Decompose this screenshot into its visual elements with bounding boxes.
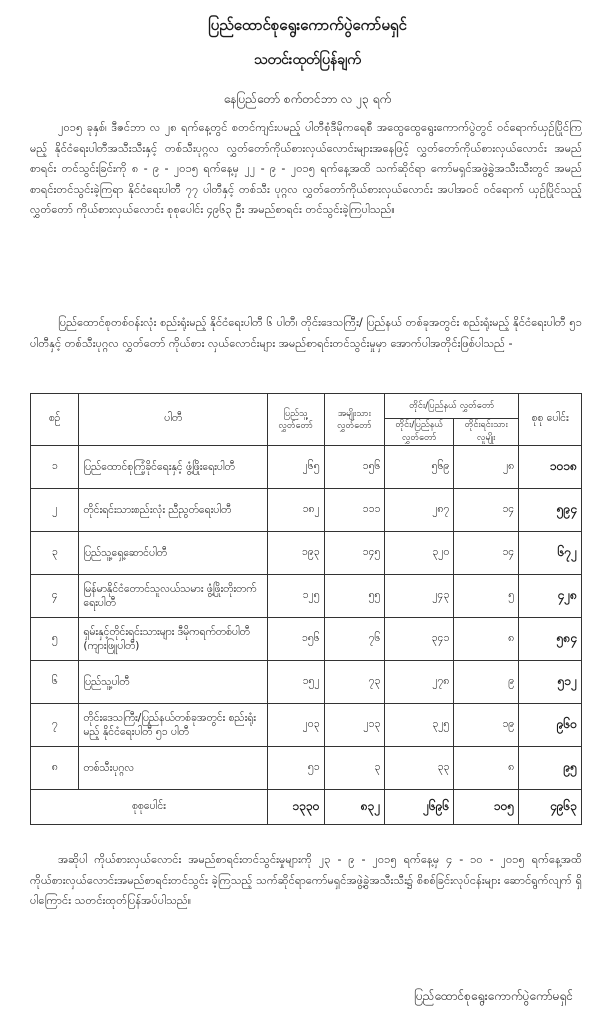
date-line: နေပြည်တော် စက်တင်ဘာ လ ၂၃ ရက် — [223, 92, 392, 106]
row-pyithu: ၂၆၅ — [267, 446, 324, 489]
row-amyotha: ၇၃ — [324, 661, 385, 704]
row-region: ၂၈၇ — [385, 489, 454, 532]
row-no: ၁ — [31, 446, 79, 489]
document-type-title: သတင်းထုတ်ပြန်ချက် — [253, 52, 362, 68]
table-row — [31, 618, 582, 661]
paragraph-closing: အဆိုပါ ကိုယ်စားလှယ်လောင်း အမည်စာရင်းတင်သွင်းမှုများကို ၂၃ - ၉ - ၂၀၁၅ ရက်နေ့မှ ၄ - ၁၀ - ၂၀၁၅ ရက်နေ့အထိ ကိုယ်စားလှယ်လောင်းအမည်စာရင်းတင်သွင်း ခဲ့ကြသည့် သက်ဆိုင်ရာကော်မရှင်အဖွဲ့ခွဲအသီးသီး၌ စိစစ်ခြင်းလုပ်ငန်းများ ဆောင်ရွက်လျက် ရှိပါကြောင်း သတင်းထုတ်ပြန်အပ်ပါသည်။ — [30, 853, 582, 907]
row-ethnic: ၁၄ — [454, 489, 519, 532]
row-no: ၄ — [31, 575, 79, 618]
row-party: ရှမ်းနှင့်တိုင်းရင်းသားများ ဒီမိုကရက်တစ်ပါတီ (ကျားဖြူပါတီ) — [79, 618, 267, 661]
sum-region: ၂၆၉၆ — [385, 790, 454, 825]
row-amyotha: ၅၅ — [324, 575, 385, 618]
row-region: ၅၆၉ — [385, 446, 454, 489]
header-total: စုစု ပေါင်း — [519, 394, 582, 446]
row-pyithu: ၂၀၃ — [267, 704, 324, 747]
row-no: ၆ — [31, 661, 79, 704]
row-amyotha: ၁၁၁ — [324, 489, 385, 532]
row-no: ၅ — [31, 618, 79, 661]
row-ethnic: ၈ — [454, 747, 519, 790]
row-no: ၂ — [31, 489, 79, 532]
row-ethnic: ၁၄ — [454, 532, 519, 575]
row-ethnic: ၈ — [454, 618, 519, 661]
row-amyotha: ၇၆ — [324, 618, 385, 661]
row-pyithu: ၁၉၃ — [267, 532, 324, 575]
row-amyotha: ၂၁၃ — [324, 704, 385, 747]
row-party: တိုင်းဒေသကြီး/ပြည်နယ်တစ်ခုအတွင်း စည်းရုံးမည့် နိုင်ငံရေးပါတီ ၅၁ ပါတီ — [79, 704, 267, 747]
row-amyotha: ၃ — [324, 747, 385, 790]
row-total: ၆၇၂ — [519, 532, 582, 575]
row-ethnic: ၅ — [454, 575, 519, 618]
row-party: တစ်သီးပုဂ္ဂလ — [79, 747, 267, 790]
sum-total: ၄၉၆၃ — [519, 790, 582, 825]
issuer-title: ပြည်ထောင်စုရွေးကောက်ပွဲကော်မရှင် — [208, 16, 407, 34]
header-region: တိုင်း/ပြည်နယ် လွှတ်တော် — [385, 419, 454, 446]
signature-issuer: ပြည်ထောင်စုရွေးကောက်ပွဲကော်မရှင် — [414, 989, 573, 1003]
row-total: ၉၆၀ — [519, 704, 582, 747]
header-amyotha: အမျိုးသား လွှတ်တော် — [324, 394, 385, 446]
sum-ethnic: ၁၀၅ — [454, 790, 519, 825]
row-total: ၅၈၄ — [519, 618, 582, 661]
row-region: ၃၃ — [385, 747, 454, 790]
sum-pyithu: ၁၃၃၀ — [267, 790, 324, 825]
row-party: မြန်မာနိုင်ငံတောင်သူလယ်သမား ဖွံ့ဖြိုးတိုးတက်ရေးပါတီ — [79, 575, 267, 618]
row-total: ၅၉၄ — [519, 489, 582, 532]
row-amyotha: ၁၄၅ — [324, 532, 385, 575]
row-party: ပြည်သူ့ပါတီ — [79, 661, 267, 704]
row-no: ၈ — [31, 747, 79, 790]
paragraph-intro: ၂၀၁၅ ခုနှစ်၊ ဒီဇင်ဘာ လ ၂၈ ရက်နေ့တွင် စတင်ကျင်းပမည့် ပါတီစုံဒီမိုကရေစီ အထွေထွေရွေးကောက်ပွဲတွင် ဝင်ရောက်ယှဉ်ပြိုင်ကြမည့် နိုင်ငံရေးပါတီအသီးသီးနှင့် တစ်သီးပုဂ္ဂလ လွှတ်တော်ကိုယ်စားလှယ်လောင်းများအနေဖြင့် လွှတ်တော်ကိုယ်စားလှယ်လောင်း အမည်စာရင်း တင်သွင်းခြင်းကို ၈ - ၉ - ၂၀၁၅ ရက်နေ့မှ ၂၂ - ၉ - ၂၀၁၅ ရက်နေ့အထိ သက်ဆိုင်ရာ ကော်မရှင်အဖွဲ့ခွဲအသီးသီးတွင် အမည်စာရင်းတင်သွင်းခဲ့ကြရာ နိုင်ငံရေးပါတီ ၇၇ ပါတီနှင့် တစ်သီး ပုဂ္ဂလ လွှတ်တော်ကိုယ်စားလှယ်လောင်း အပါအဝင် ဝင်ရောက် ယှဉ်ပြိုင်သည့် လွှတ်တော် ကိုယ်စားလှယ်လောင်း စုစုပေါင်း ၄၉၆၃ ဦး အမည်စာရင်း တင်သွင်းခဲ့ကြပါသည်။ — [30, 121, 582, 216]
row-ethnic: ၉ — [454, 661, 519, 704]
row-total: ၉၅ — [519, 747, 582, 790]
row-region: ၃၂၀ — [385, 532, 454, 575]
header-no: စဉ် — [31, 394, 79, 446]
sum-amyotha: ၈၃၂ — [324, 790, 385, 825]
row-pyithu: ၁၈၂ — [267, 489, 324, 532]
table-row — [31, 446, 582, 489]
sum-label: စုစုပေါင်း — [31, 790, 268, 825]
row-region: ၃၂၅ — [385, 704, 454, 747]
row-pyithu: ၁၅၆ — [267, 618, 324, 661]
row-ethnic: ၂၈ — [454, 446, 519, 489]
table-row — [31, 747, 582, 790]
row-amyotha: ၁၅၆ — [324, 446, 385, 489]
row-ethnic: ၁၉ — [454, 704, 519, 747]
table-row — [31, 489, 582, 532]
row-pyithu: ၁၅၂ — [267, 661, 324, 704]
row-total: ၅၁၂ — [519, 661, 582, 704]
row-region: ၂၇၈ — [385, 661, 454, 704]
row-region: ၃၄၁ — [385, 618, 454, 661]
row-region: ၂၄၃ — [385, 575, 454, 618]
row-total: ၁၀၁၈ — [519, 446, 582, 489]
row-no: ၇ — [31, 704, 79, 747]
header-ethnic: တိုင်းရင်းသား လူမျိုး — [454, 419, 519, 446]
header-party: ပါတီ — [79, 394, 267, 446]
table-row — [31, 704, 582, 747]
candidate-table — [30, 393, 582, 825]
row-party: တိုင်းရင်းသားစည်းလုံး ညီညွတ်ရေးပါတီ — [79, 489, 267, 532]
header-region-group: တိုင်း/ပြည်နယ် လွှတ်တော် — [385, 394, 519, 419]
table-row — [31, 661, 582, 704]
row-pyithu: ၅၁ — [267, 747, 324, 790]
table-row — [31, 532, 582, 575]
table-sum-row — [31, 790, 582, 825]
row-party: ပြည်ထောင်စုကြံ့ခိုင်ရေးနှင့် ဖွံ့ဖြိုးရေးပါတီ — [79, 446, 267, 489]
row-no: ၃ — [31, 532, 79, 575]
table-row — [31, 575, 582, 618]
row-pyithu: ၁၂၅ — [267, 575, 324, 618]
row-total: ၄၂၈ — [519, 575, 582, 618]
row-party: ပြည်သူ့ရှေ့ဆောင်ပါတီ — [79, 532, 267, 575]
header-pyithu: ပြည်သူ့ လွှတ်တော် — [267, 394, 324, 446]
paragraph-summary: ပြည်ထောင်စုတစ်ဝန်းလုံး စည်းရုံးမည့် နိုင်ငံရေးပါတီ ၆ ပါတီ၊ တိုင်းဒေသကြီး/ ပြည်နယ် တစ်ခုအတွင်း စည်းရုံးမည့် နိုင်ငံရေးပါတီ ၅၁ ပါတီနှင့် တစ်သီးပုဂ္ဂလ လွှတ်တော် ကိုယ်စား လှယ်လောင်းများ အမည်စာရင်းတင်သွင်းမှုမှာ အောက်ပါအတိုင်းဖြစ်ပါသည် - — [30, 316, 582, 350]
